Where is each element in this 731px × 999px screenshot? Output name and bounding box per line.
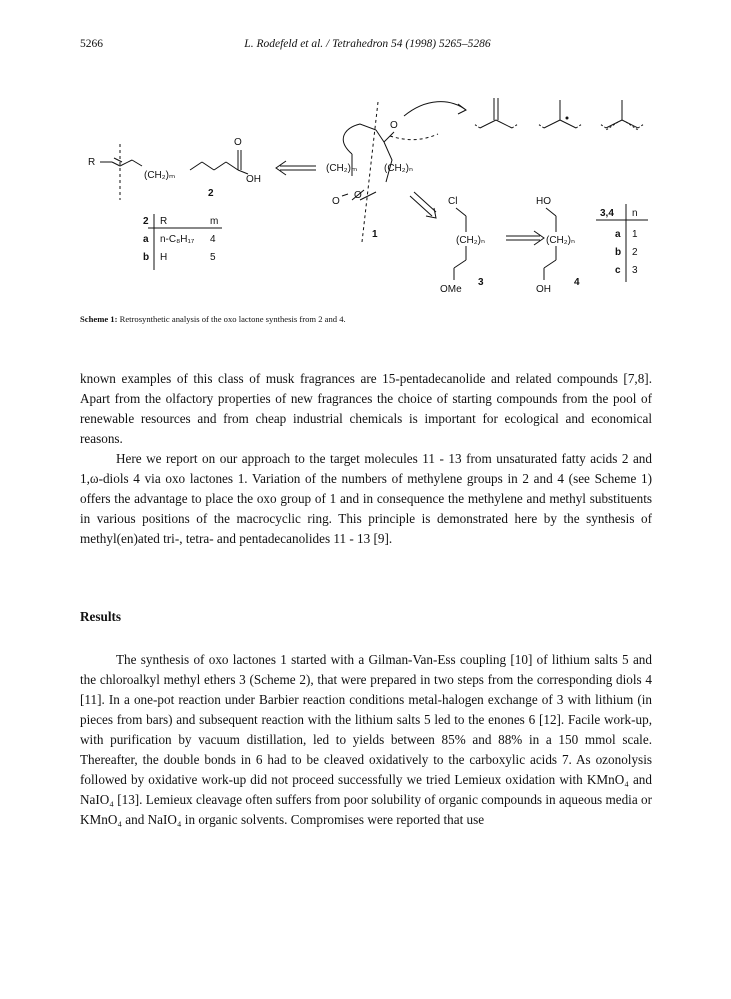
running-head: L. Rodefeld et al. / Tetrahedron 54 (1998) 5265–5286 — [244, 38, 491, 50]
compound-2-number: 2 — [208, 188, 214, 199]
cut-line — [362, 102, 378, 242]
scheme-1-drawing — [60, 92, 680, 307]
table-2-row-m: 4 — [210, 234, 216, 245]
page-number: 5266 — [80, 38, 103, 50]
cl-label: Cl — [448, 196, 458, 207]
compound-1-number: 1 — [372, 229, 378, 240]
paragraph: Here we report on our approach to the target molecules 11 - 13 from unsaturated fatty acids 2 and 1,ω-diols 4 via oxo lactones 1. Variation of the numbers of methylene groups in 2 and 4 (see Scheme 1) offers the advantage to place the oxo group of 1 and in consequence the methylene and methyl substituents in various positions of the macrocyclic ring. This principle is demonstrated here by the synthesis of methyl(en)ated tri-, tetra- and pentadecanolides 11 - 13 [9]. — [80, 451, 652, 546]
lactone-chain-n-label: (CH₂)ₙ — [384, 163, 413, 174]
disconnection-arrow — [410, 192, 436, 218]
synthon-group — [474, 98, 644, 130]
table-34-row-id: c — [615, 265, 621, 276]
fragment-arrow — [404, 102, 466, 116]
table-34-row-n: 1 — [632, 229, 638, 240]
table-2-header-m: m — [210, 216, 219, 227]
paragraph: known examples of this class of musk fragrances are 15-pentadecanolide and related compounds [7,8]. Apart from the olfactory properties of new fragrances the choice of starting compounds from the pool of renewable resources and from cheap industrial chemicals is important for ecological and economical reasons. — [80, 371, 652, 446]
table-34-row-id: b — [615, 247, 622, 258]
carbonyl-o-label: O — [234, 137, 242, 148]
table-2-header-id: 2 — [143, 216, 149, 227]
section-title: Results — [80, 609, 122, 624]
table-34-header-n: n — [632, 208, 638, 219]
diol-oh-label: OH — [536, 284, 551, 295]
oh-label: OH — [246, 174, 261, 185]
compound-4-chain-label: (CH₂)ₙ — [546, 235, 575, 246]
page-header — [80, 38, 655, 54]
table-34-header-id: 3,4 — [600, 208, 614, 219]
table-2-row-id: b — [143, 252, 150, 263]
table-2-row-r: H — [160, 252, 168, 263]
table-3-4 — [596, 204, 648, 282]
chain-m-label: (CH₂)ₘ — [144, 170, 176, 181]
r-label: R — [88, 157, 96, 168]
lactone-carbonyl-o-label: O — [332, 196, 340, 207]
caption-text: Retrosynthetic analysis of the oxo lactone synthesis from 2 and 4. — [119, 314, 346, 324]
ho-label: HO — [536, 196, 551, 207]
lactone-chain-m-label: (CH₂)ₘ — [326, 163, 358, 174]
table-34-row-n: 3 — [632, 265, 638, 276]
table-34-row-id: a — [615, 229, 621, 240]
radical-dot — [566, 117, 569, 120]
equivalence-arrow — [506, 231, 544, 245]
cut-line — [390, 134, 438, 140]
compound-4-number: 4 — [574, 277, 580, 288]
table-2-header-r: R — [160, 216, 168, 227]
paragraph: The synthesis of oxo lactones 1 started with a Gilman-Van-Ess coupling [10] of lithium salts 5 and the chloroalkyl methyl ethers 3 (Scheme 2), that were prepared in two steps from the corresponding diols 4 [11]. In a one-pot reaction under Barbier reaction conditions metal-halogen exchange of 3 with lithium (in pieces from bars) and subsequent reaction with the lithium salts 5 led to the enones 6 [12]. Facile work-up, with purification by vacuum distillation, led to yields between 85% and 88% in a 150 mmol scale. Thereafter, the double bonds in 6 had to be cleaved oxidatively to the carboxylic acids 7. As ozonolysis followed by oxidative work-up did not proceed successfully we tried Lemieux oxidation with KMnO₄ and NaIO₄ [13]. Lemieux cleavage often suffers from poor solubility of organic compounds in aqueous media or KMnO₄ and NaIO₄ in organic solvents. Compromises were reported that use — [80, 652, 652, 827]
table-2-row-id: a — [143, 234, 149, 245]
ome-label: OMe — [440, 284, 462, 295]
table-34-row-n: 2 — [632, 247, 638, 258]
table-2 — [143, 214, 222, 270]
compound-3-number: 3 — [478, 277, 484, 288]
caption-label: Scheme 1: — [80, 314, 118, 324]
lactone-oxo-label: O — [390, 120, 398, 131]
table-2-row-m: 5 — [210, 252, 216, 263]
lactone-ring-o-label: O — [354, 190, 362, 201]
table-2-row-r: n-C₈H₁₇ — [160, 234, 195, 245]
retro-arrow — [276, 161, 316, 175]
scheme-1-figure — [60, 92, 680, 307]
compound-3-chain-label: (CH₂)ₙ — [456, 235, 485, 246]
scheme-caption — [80, 314, 655, 324]
